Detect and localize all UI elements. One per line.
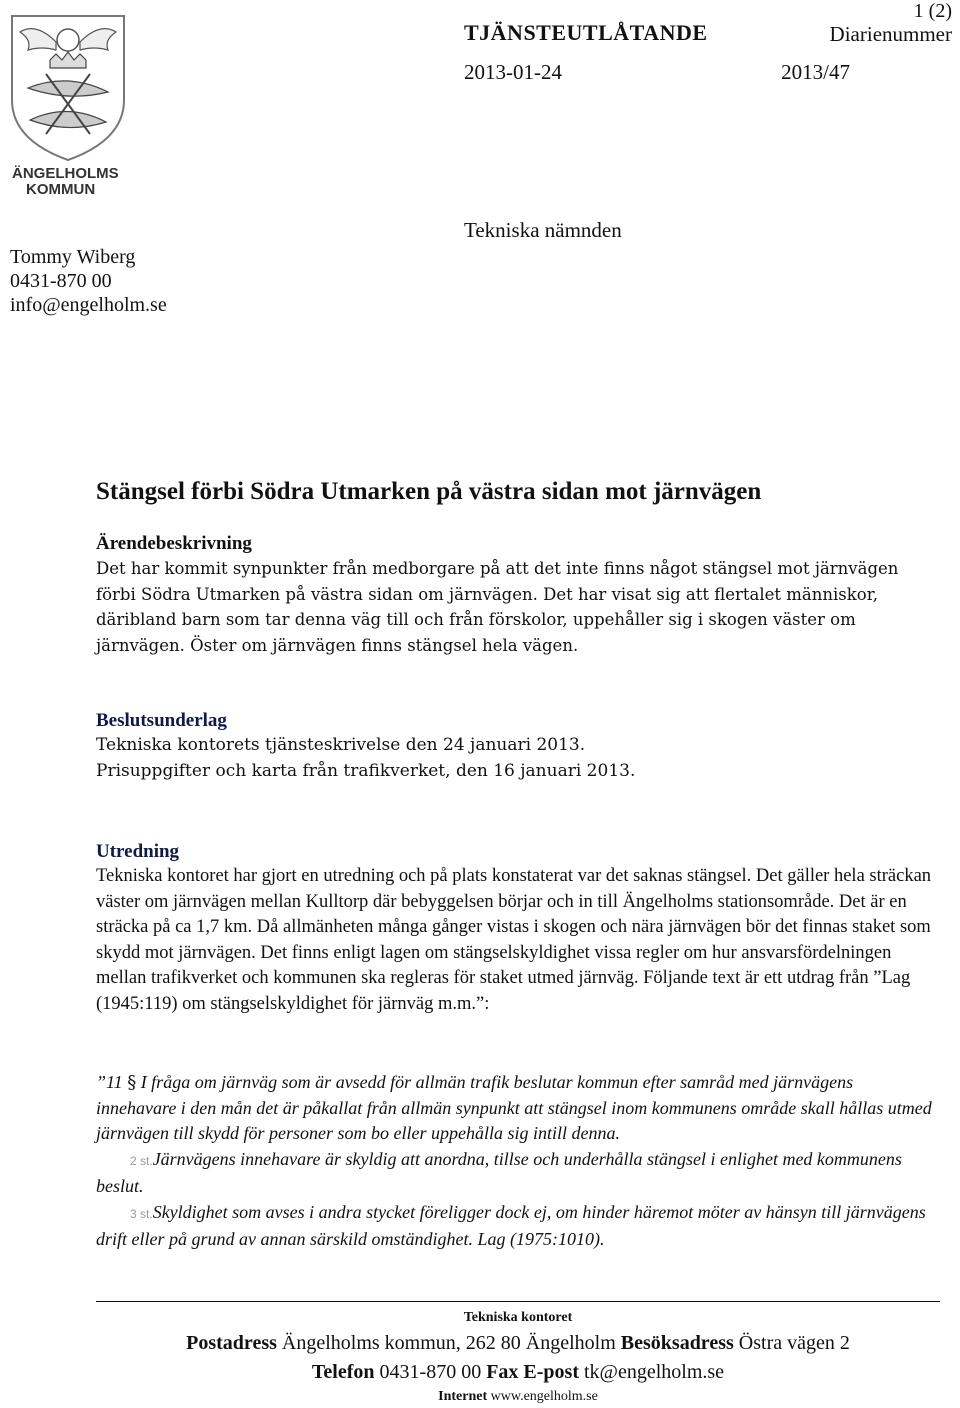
epost-value: tk@engelholm.se [584,1361,725,1383]
footer-office: Tekniska kontoret [463,1310,573,1325]
stycke-label: 2 st. [130,1153,153,1168]
page-number: 1 (2) [913,0,952,22]
law-paragraph-1 [96,1070,936,1147]
besoksadress-value: Östra vägen 2 [738,1332,850,1354]
contact-phone: 0431-870 00 [10,270,112,292]
recipient: Tekniska nämnden [464,218,622,242]
paragraph-text: Järnvägens innehavare är skyldig att anordna, tillse och underhålla stängsel i enlighet med kommunens beslut. [96,1148,902,1196]
document-title: Stängsel förbi Södra Utmarken på västra sidan mot järnvägen [96,478,762,505]
footer-divider [96,1301,940,1302]
decision-basis-line-1: Tekniska kontorets tjänsteskrivelse den 24 januari 2013. [96,735,586,755]
section-text: Det har kommit synpunkter från medborgare på att det inte finns något stängsel mot järnvägen förbi Södra Utmarken på västra sidan om järnvägen. Det har visat sig att flertalet människor, däribland barn som tar denna väg till och från förskolor, uppehåller sig i skogen väster om järnvägen. Öster om järnvägen finns stängsel hela vägen. [96,559,899,655]
section-heading: Beslutsunderlag [96,710,227,731]
section-utredning [96,840,936,1017]
diarie-number: 2013/47 [781,60,850,84]
paragraph-text: I fråga om järnväg som är avsedd för allmän trafik beslutar kommun efter samråd med järnvägens innehavare i den mån det är påkallat från allmän synpunkt att stängsel inom kommunens område skall hållas utmed järnvägen till skydd för personer som bo eller uppehålla sig intill denna. [96,1072,932,1143]
logo-text-line2: KOMMUN [26,181,96,195]
postadress-value: Ängelholms kommun, 262 80 Ängelholm [281,1332,616,1354]
postadress-label: Postadress [186,1332,277,1354]
telefon-value: 0431-870 00 [379,1361,482,1383]
coat-of-arms-icon [8,10,128,195]
contact-name: Tommy Wiberg [10,246,136,268]
law-paragraph-3 [96,1200,936,1253]
footer-internet [96,1386,940,1408]
fax-label: Fax [486,1361,519,1383]
section-heading: Ärendebeskrivning [96,533,252,554]
decision-basis-line-2: Prisuppgifter och karta från trafikverket, den 16 januari 2013. [96,760,636,781]
internet-link[interactable]: www.engelholm.se [490,1389,598,1404]
law-quote [96,1070,936,1253]
document-date: 2013-01-24 [464,60,562,84]
section-heading: Utredning [96,841,180,862]
contact-email: info@engelholm.se [10,294,167,316]
contact-block [10,245,167,317]
section-arendebeskrivning [96,532,936,658]
diarie-label: Diarienummer [829,22,952,46]
document-type: TJÄNSTEUTLÅTANDE [464,20,708,45]
law-paragraph-2 [96,1147,936,1200]
paragraph-sign: § [127,1072,137,1093]
paragraph-text: Skyldighet som avses i andra stycket föreligger dock ej, om hinder häremot möter av hänsyn till järnvägens drift eller på grund av annan särskild omständighet. Lag (1975:1010). [96,1201,926,1249]
besoksadress-label: Besöksadress [620,1332,734,1354]
logo-text-line1: ÄNGELHOLMS [12,165,119,182]
telefon-label: Telefon [311,1361,375,1383]
quote-lead: ”11 [96,1072,128,1092]
section-beslutsunderlag [96,709,936,784]
footer [96,1308,940,1408]
section-text: Tekniska kontoret har gjort en utredning och på plats konstaterat var det saknas stängsel. Det gäller hela sträckan väster om järnvägen mellan Kulltorp där bebyggelsen börjar och in till Ängelholms stationsområde. Det är en sträcka på ca 1,7 km. Då allmänheten många gånger vistas i skogen och nära järnvägen bör det finnas staket som skydd mot järnvägen. Det finns enligt lagen om stängselskyldighet vissa regler om hur ansvarsfördelningen mellan trafikverket och kommunen ska regleras för staket utmed järnväg. Följande text är ett utdrag från ”Lag (1945:119) om stängselskyldighet för järnväg m.m.”: [96,866,932,1014]
stycke-label: 3 st. [130,1206,153,1221]
footer-addresses [96,1328,940,1358]
epost-label: E-post [523,1361,579,1383]
footer-contacts [96,1358,940,1386]
municipality-logo [8,10,128,195]
internet-label: Internet [438,1389,488,1404]
